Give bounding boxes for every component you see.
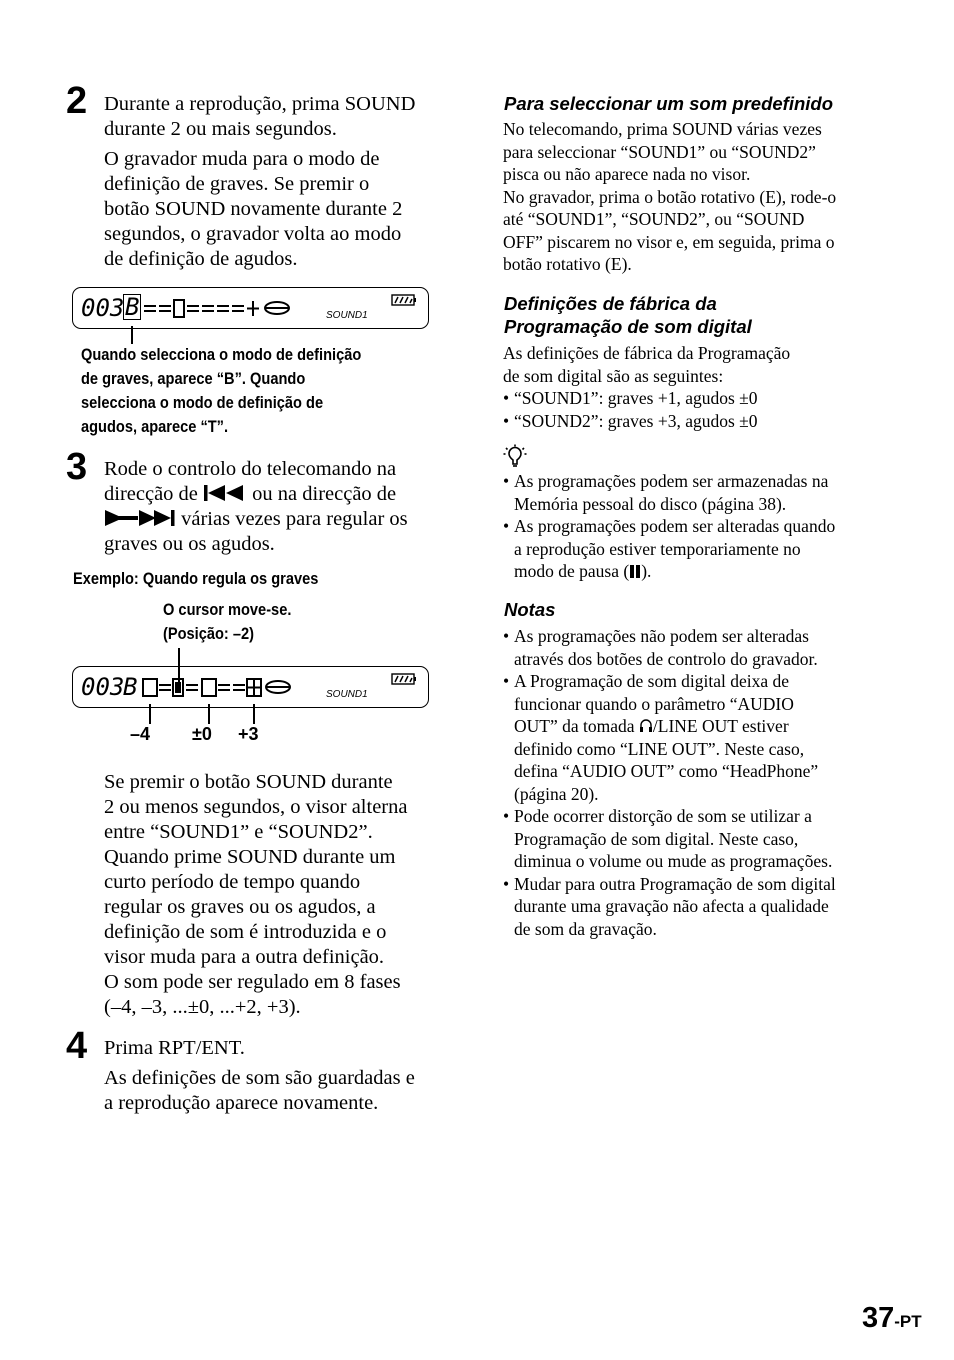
factory-line: As definições de fábrica da Programação xyxy=(503,343,791,363)
step-3-line xyxy=(104,507,449,532)
step-3-text-segment: várias vezes para regular os xyxy=(181,508,408,530)
step-4-line: a reprodução aparece novamente. xyxy=(104,1092,379,1114)
nota-line xyxy=(514,715,818,738)
mode-letter: B xyxy=(123,673,138,701)
step-2-line: durante 2 ou mais segundos. xyxy=(104,118,337,140)
tip-bulb-icon xyxy=(503,444,527,470)
tip-line: a reprodução estiver temporariamente no xyxy=(514,538,801,559)
caption-line: agudos, aparece “T”. xyxy=(81,417,229,436)
nota-item: • Mudar para outra Programação de som digital durante uma gravação não afecta a qualidade de som da gravação. xyxy=(503,873,836,939)
sound-toggle-paragraph xyxy=(104,770,449,1020)
example-title: Exemplo: Quando regula os graves xyxy=(73,569,319,588)
nota-line: funcionar quando o parâmetro “AUDIO xyxy=(514,693,794,714)
preset-heading: Para seleccionar um som predefinido xyxy=(504,93,833,114)
nota-line: de som da gravação. xyxy=(514,918,657,939)
paragraph-line: definição de som é introduzida e o xyxy=(104,921,387,943)
step-2-line: botão SOUND novamente durante 2 xyxy=(104,198,403,220)
step-3-text-segment: direcção de xyxy=(104,483,198,505)
step-2-text xyxy=(104,92,449,272)
step-3-text xyxy=(104,457,449,557)
level-bar-graphic xyxy=(139,296,299,322)
step-3-line xyxy=(104,482,449,507)
paragraph-line: (–4, –3, ...±0, ...+2, +3). xyxy=(104,996,301,1018)
preset-line: OFF” piscarem no visor e, em seguida, prima o xyxy=(503,231,835,252)
step-3-line: graves ou os agudos. xyxy=(104,533,275,555)
callout-line xyxy=(131,326,133,344)
next-track-icon xyxy=(104,509,176,527)
factory-text xyxy=(503,342,903,432)
step-2-line: definição de graves. Se premir o xyxy=(104,173,370,195)
page-number-suffix: -PT xyxy=(894,1312,922,1331)
cursor-caption xyxy=(163,598,387,646)
nota-item: • A Programação de som digital deixa de funcionar quando o parâmetro “AUDIO OUT” da tomada /LINE OUT estiver definido como “LINE OUT”. Neste caso, defina “AUDIO OUT” como “HeadPhone” (página 20). xyxy=(503,671,819,804)
marker-label-zero: ±0 xyxy=(192,724,212,744)
factory-line: de som digital são as seguintes: xyxy=(503,365,724,386)
nota-line: A Programação de som digital deixa de xyxy=(514,671,790,691)
paragraph-line: 2 ou menos segundos, o visor alterna xyxy=(104,796,408,818)
nota-line-segment: /LINE OUT estiver xyxy=(652,716,789,736)
preset-line: pisca ou não aparece nada no visor. xyxy=(503,164,751,184)
paragraph-line: Quando prime SOUND durante um xyxy=(104,846,396,868)
step-3-line: Rode o controlo do telecomando na xyxy=(104,458,397,480)
battery-icon xyxy=(391,294,417,306)
notas-heading: Notas xyxy=(504,599,556,620)
preset-line: botão rotativo (E). xyxy=(503,254,632,274)
tip-line: Memória pessoal do disco (página 38). xyxy=(514,493,787,514)
step-2-line: O gravador muda para o modo de xyxy=(104,148,380,170)
track-number: 003 xyxy=(81,294,125,322)
nota-line-segment: OUT” da tomada xyxy=(514,716,635,736)
tips-list xyxy=(503,470,913,583)
step-2-number: 2 xyxy=(66,80,88,122)
step-2-line: de definição de agudos. xyxy=(104,248,298,270)
step-4-text xyxy=(104,1036,449,1116)
lcd-display-bass-mode xyxy=(72,287,429,329)
preset-line: para seleccionar “SOUND1” ou “SOUND2” xyxy=(503,141,816,162)
factory-bullet-text: “SOUND2”: graves +3, agudos ±0 xyxy=(514,410,758,431)
step-2-line: segundos, o gravador volta ao modo xyxy=(104,223,402,245)
paragraph-line: O som pode ser regulado em 8 fases xyxy=(104,971,401,993)
sound-mode-label: SOUND1 xyxy=(326,310,368,321)
step-3-number: 3 xyxy=(66,446,88,488)
marker-label-plus3: +3 xyxy=(238,724,259,744)
factory-heading-line: Definições de fábrica da xyxy=(504,293,717,314)
cursor-caption-line: (Posição: –2) xyxy=(163,624,254,643)
sound-mode-label: SOUND1 xyxy=(326,689,368,700)
tip-line: As programações podem ser alteradas quando xyxy=(514,516,836,536)
factory-bullet: • “SOUND1”: graves +1, agudos ±0 xyxy=(503,388,758,408)
previous-track-icon xyxy=(203,484,247,502)
nota-line: durante uma gravação não afecta a qualidade xyxy=(514,896,829,916)
tip-line-segment: modo de pausa ( xyxy=(514,561,630,581)
caption-line: Quando selecciona o modo de definição xyxy=(81,345,362,364)
mode-letter: B xyxy=(125,293,140,321)
paragraph-line: visor muda para a outra definição. xyxy=(104,946,385,968)
step-4-line: Prima RPT/ENT. xyxy=(104,1037,245,1059)
marker-line-plus3 xyxy=(253,704,255,724)
level-bar-graphic xyxy=(139,675,299,701)
nota-line: As programações não podem ser alteradas xyxy=(514,626,809,646)
nota-item: • Pode ocorrer distorção de som se utilizar a Programação de som digital. Neste caso, diminua o volume ou mude as programações. xyxy=(503,806,833,871)
tip-line-segment: ). xyxy=(641,561,652,581)
tip-item: • As programações podem ser alteradas quando a reprodução estiver temporariamente no modo de pausa ( ). xyxy=(503,516,836,581)
caption-line: selecciona o modo de definição de xyxy=(81,393,324,412)
paragraph-line: curto período de tempo quando xyxy=(104,871,361,893)
lcd-display-bass-adjust xyxy=(72,666,429,708)
battery-icon xyxy=(391,673,417,685)
marker-label-minus4: –4 xyxy=(130,724,151,744)
track-number: 003 xyxy=(81,673,125,701)
nota-line: através dos botões de controlo do gravador. xyxy=(514,648,818,669)
cursor-caption-line: O cursor move-se. xyxy=(163,600,292,619)
notas-list xyxy=(503,625,923,940)
nota-line: defina “AUDIO OUT” como “HeadPhone” xyxy=(514,761,819,781)
nota-line: Programação de som digital. Neste caso, xyxy=(514,828,799,849)
marker-line-zero xyxy=(208,704,210,724)
preset-text xyxy=(503,118,903,276)
step-3-text-segment: ou na direcção de xyxy=(252,483,397,505)
paragraph-line: regular os graves ou os agudos, a xyxy=(104,896,376,918)
nota-line: Pode ocorrer distorção de som se utilizar a xyxy=(514,806,812,826)
tip-line xyxy=(514,560,835,583)
paragraph-line: Se premir o botão SOUND durante xyxy=(104,771,393,793)
factory-heading xyxy=(504,292,904,338)
nota-line: diminua o volume ou mude as programações. xyxy=(514,851,833,871)
preset-line: No telecomando, prima SOUND várias vezes xyxy=(503,119,822,139)
step-4-line: As definições de som são guardadas e xyxy=(104,1067,415,1089)
factory-bullet: • “SOUND2”: graves +3, agudos ±0 xyxy=(503,410,758,431)
page-number-value: 37 xyxy=(862,1302,895,1334)
caption-mode-letter xyxy=(81,343,451,439)
factory-bullet-text: “SOUND1”: graves +1, agudos ±0 xyxy=(514,388,758,408)
preset-line: até “SOUND1”, “SOUND2”, ou “SOUND xyxy=(503,209,805,229)
tip-item: • As programações podem ser armazenadas na Memória pessoal do disco (página 38). xyxy=(503,471,829,514)
nota-line: (página 20). xyxy=(514,783,599,804)
caption-line: de graves, aparece “B”. Quando xyxy=(81,369,306,388)
factory-heading-line: Programação de som digital xyxy=(504,316,752,337)
nota-line: definido como “LINE OUT”. Neste caso, xyxy=(514,738,805,759)
pause-icon xyxy=(629,565,641,578)
preset-line: No gravador, prima o botão rotativo (E), rode-o xyxy=(503,186,837,207)
headphones-icon xyxy=(639,718,653,733)
step-4-number: 4 xyxy=(66,1025,88,1067)
marker-line-minus4 xyxy=(149,704,151,724)
step-2-line: Durante a reprodução, prima SOUND xyxy=(104,93,416,115)
tip-line: As programações podem ser armazenadas na xyxy=(514,471,829,491)
paragraph-line: entre “SOUND1” e “SOUND2”. xyxy=(104,821,373,843)
nota-line: Mudar para outra Programação de som digital xyxy=(514,873,836,894)
page-number xyxy=(862,1302,922,1335)
nota-item: • As programações não podem ser alteradas através dos botões de controlo do gravador. xyxy=(503,626,818,669)
